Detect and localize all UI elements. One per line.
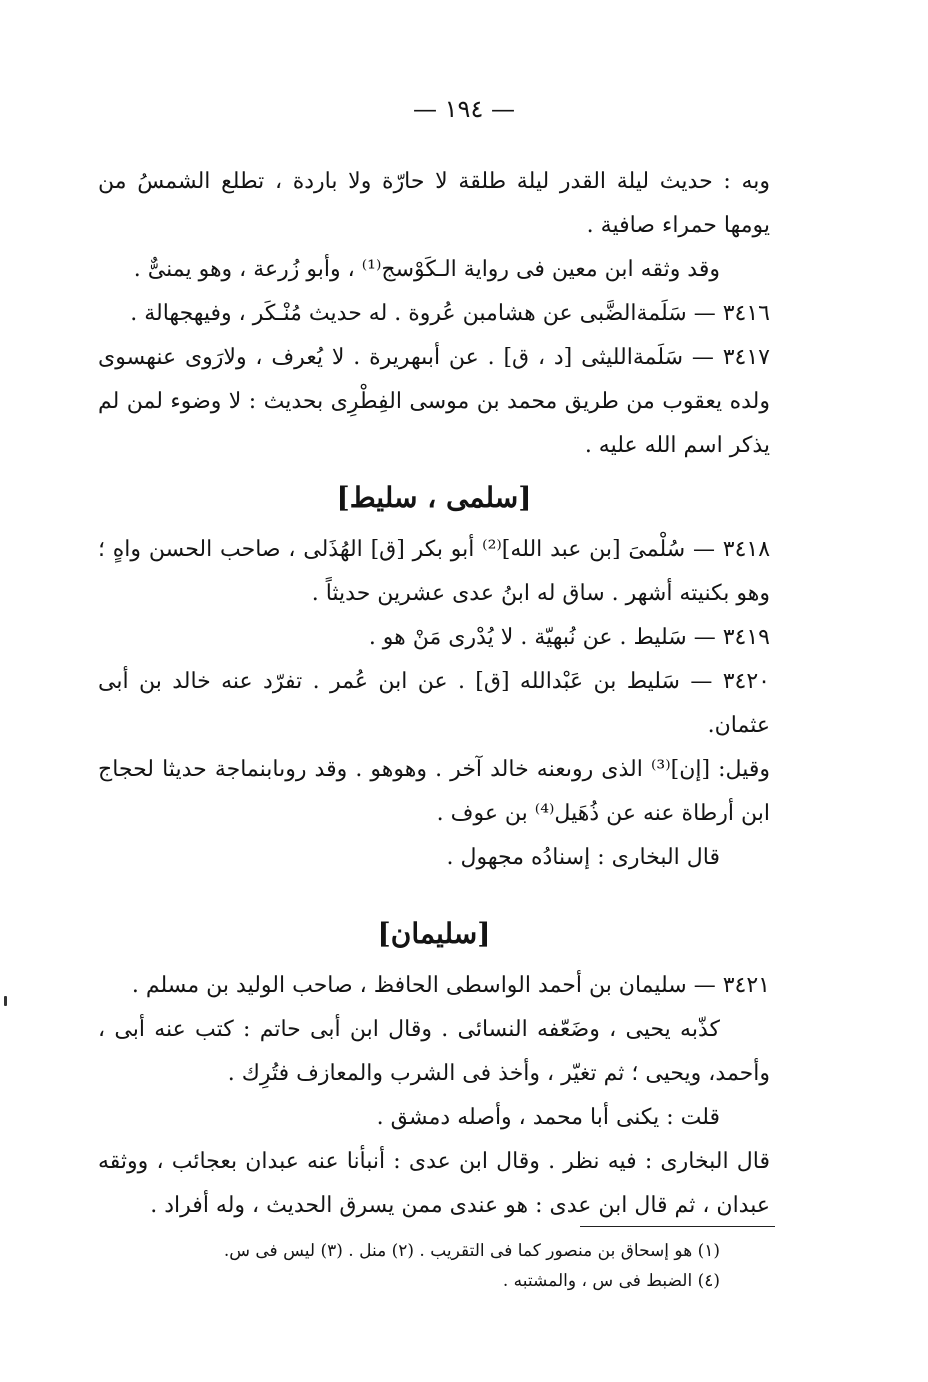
paragraph-qultu: قلت : يكنى أبا محمد ، وأصله دمشق .: [376, 1105, 720, 1130]
paragraph-kadhdhabahu: كذّبه يحيى ، وضَعّفه النسائى . وقال ابن أبى حاتم : كتب عنه أبى ، وأحمد، ويحيى ؛ ثم تغيّر ، وأخذ فى الشرب والمعازف فتُرِك .: [98, 1017, 770, 1086]
entry-3419: ٣٤١٩ — سَليط . عن نُبهيّة . لا يُدْرى مَنْ هو .: [368, 625, 770, 650]
footnote-line-2: (٤) الضبط فى س ، والمشتبه .: [502, 1271, 720, 1291]
entry-3418: ٣٤١٨ — سُلْمىَ [بن عبد الله]⁽²⁾ أبو بكر [ق] الهُذَلى ، صاحب الحسن واهٍ ؛ وهو بكنيته أشهر . ساق له ابنُ عدى عشرين حديثاً .: [98, 537, 771, 606]
main-text: [98, 160, 770, 1228]
footnote-divider: [580, 1226, 775, 1227]
footnotes: [150, 1236, 720, 1296]
footnote-line-1: (١) هو إسحاق بن منصور كما فى التقريب . (٢) منل . (٣) ليس فى س.: [223, 1241, 720, 1261]
entry-3421: ٣٤٢١ — سليمان بن أحمد الواسطى الحافظ ، صاحب الوليد بن مسلم .: [131, 973, 770, 998]
page-number: — ١٩٤ —: [413, 95, 515, 123]
paragraph-bukhari-fihi-nazar: قال البخارى : فيه نظر . وقال ابن عدى : أنبأنا عنه عبدان بعجائب ، ووثقه عبدان ، ثم قال ابن عدى : هو عندى ممن يسرق الحديث ، وله أفراد .: [98, 1149, 770, 1218]
entry-3417: ٣٤١٧ — سَلَمةالليثى [د ، ق] . عن أبىهريرة . لا يُعرف ، ولارَوى عنهسوى ولده يعقوب من طريق محمد بن موسى الفِطْرِى بحديث : لا وضوء لمن لم يذكر اسم الله عليه .: [98, 345, 770, 458]
section-heading-salma-salit: [سلمى ، سليط]: [336, 481, 532, 514]
scan-speck: [4, 996, 7, 1006]
paragraph-hadith-laylat-alqadr: وبه : حديث ليلة القدر ليلة طلقة لا حارّة ولا باردة ، تطلع الشمسُ من يومها حمراء صافية .: [98, 169, 770, 238]
paragraph-bukhari-isnad: قال البخارى : إسنادُه مجهول .: [446, 845, 720, 870]
entry-3420: ٣٤٢٠ — سَليط بن عَبْدالله [ق] . عن ابن عُمر . تفرّد عنه خالد بن أبى عثمان.: [98, 669, 770, 738]
paragraph-wa-qil: وقيل: [إن]⁽³⁾ الذى روىعنه خالد آخر . وهوهو . وقد روىابنماجة حديثا لحجاج ابن أرطاة عنه عن ذُهَيل⁽⁴⁾ بن عوف .: [98, 757, 770, 826]
entry-3416: ٣٤١٦ — سَلَمةالضَّبى عن هشامبن عُروة . له حديث مُنْـكَر ، وفيهجهالة .: [130, 301, 770, 326]
section-heading-sulayman: [سليمان]: [377, 917, 491, 950]
paragraph-tawthiq: وقد وثقه ابن معين فى رواية الـكَوْسج⁽¹⁾ ، وأبو زُرعة ، وهو يمنىٌّ .: [133, 257, 720, 282]
